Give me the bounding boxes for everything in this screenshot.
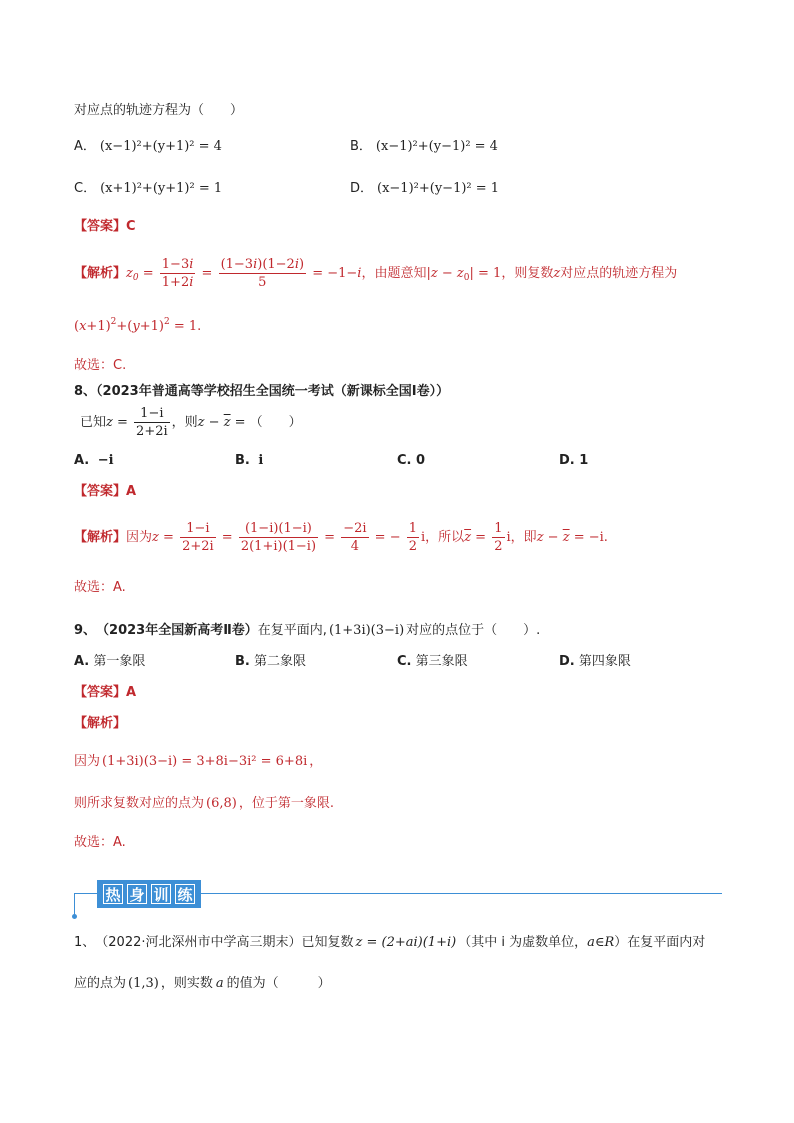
option-expr: (x−1)²+(y+1)² = 4 <box>99 139 222 154</box>
answer-tag: 【答案】 <box>74 685 127 700</box>
option-label: C. <box>397 453 412 468</box>
q7-option-a <box>74 137 222 157</box>
option-label: B. <box>235 654 250 669</box>
option-label: D． <box>350 181 374 196</box>
q9-source: （2023年全国新高考Ⅱ卷） <box>96 623 258 638</box>
modulus-expr: $|z - z_0| = 1$ <box>426 265 502 283</box>
result-expr: $(x+1)^2+(y+1)^2 = 1$ <box>74 317 198 334</box>
line2-mid: ，则实数 <box>160 976 213 991</box>
section-char: 练 <box>175 884 195 904</box>
q8-analysis: 【解析】 因为 z = $\frac{1-i}{2+2i}$ = $\frac{(1-i)(1-i)}{2(1+i)(1-i)}$ = $\frac{-2i}{4}$ = − $\frac{1}{2}$ i ，所以 $\overline{z}$ = $\frac{1}{2}$ i ，即 $z - \overline{z} = -i$ . <box>74 521 608 554</box>
fraction: $\frac{1-3i}{1+2i}$ <box>161 257 194 290</box>
answer-value: C <box>126 219 136 234</box>
option-value: 第二象限 <box>254 654 307 669</box>
q9-final: 故选：A. <box>74 835 126 850</box>
q9-number: 9、 <box>74 623 97 638</box>
stem-expr: z = (2+ai)(1+i) <box>355 935 457 950</box>
section-char: 热 <box>103 884 123 904</box>
point-expr: (6,8) <box>206 796 237 811</box>
option-value: −i <box>97 453 114 468</box>
option-label: D. <box>559 654 575 669</box>
z-symbol: z <box>553 265 561 281</box>
option-label: C． <box>74 181 97 196</box>
point-expr: (1,3) <box>128 976 159 991</box>
option-value: i <box>258 453 264 468</box>
q8-number: 8、 <box>74 384 97 399</box>
analysis-start: 因为 <box>74 754 101 769</box>
option-label: D. <box>559 453 575 468</box>
q9-answer <box>74 683 136 703</box>
option-label: A. <box>74 453 90 468</box>
section-divider-dot <box>72 914 77 919</box>
option-value: 0 <box>416 453 426 468</box>
option-value: 第三象限 <box>415 654 468 669</box>
analysis-mid: ，所以 <box>425 529 465 545</box>
answer-tag: 【答案】 <box>74 484 127 499</box>
q8-stem: 已知 z = $\frac{1-i}{2+2i}$ ，则 $z - \overline{z}$ = （ ） <box>80 406 302 439</box>
section-title-banner <box>97 880 201 908</box>
option-label: A. <box>74 654 90 669</box>
stem-expr: (1+3i)(3−i) <box>328 623 405 638</box>
fraction: $\frac{1-i}{2+2i}$ <box>136 406 168 439</box>
analysis-tail: 对应点的轨迹方程为 <box>560 265 678 281</box>
analysis-start: 因为 <box>126 529 153 545</box>
q8-final: 故选：A. <box>74 580 126 595</box>
q7-final: 故选：C. <box>74 358 127 373</box>
q9-option-a <box>74 652 145 672</box>
q9-stem <box>74 621 540 641</box>
analysis-tag: 【解析】 <box>74 265 127 281</box>
q7-analysis: 【解析】 $z_0$ = $\frac{1-3i}{1+2i}$ = $\frac{(1-3i)(1-2i)}{5}$ = −1−i ，由题意知 $|z - z_0| = 1$ ，则复数 z 对应点的轨迹方程为 <box>74 257 678 290</box>
fraction: $\frac{(1-3i)(1-2i)}{5}$ <box>220 257 305 290</box>
analysis-start: 则所求复数对应的点为 <box>74 796 205 811</box>
fraction: $\frac{1-i}{2+2i}$ <box>182 521 214 554</box>
q8-option-c <box>397 451 425 471</box>
analysis-mid: ，由题意知 <box>361 265 427 281</box>
stem-condition: a∈R <box>587 935 615 950</box>
equals-sign: = <box>138 265 158 281</box>
option-label: B. <box>235 453 250 468</box>
q7-option-c <box>74 179 222 199</box>
q8-header <box>74 382 449 402</box>
q9-option-d <box>559 652 631 672</box>
z0-symbol: $z_0$ <box>126 265 139 283</box>
stem-mid: （其中 i 为虚数单位， <box>458 935 588 950</box>
stem-mid2: ）在复平面内对 <box>614 935 706 950</box>
option-label: A． <box>74 139 96 154</box>
w1-source: （2022·河北深州市中学高三期末） <box>95 935 302 950</box>
option-value: 第一象限 <box>93 654 146 669</box>
answer-value: A <box>126 685 137 700</box>
q9-analysis-tag: 【解析】 <box>74 716 127 731</box>
answer-tag: 【答案】 <box>74 219 127 234</box>
analysis-end: . <box>603 529 608 545</box>
period: . <box>197 319 202 334</box>
analysis-expr: (1+3i)(3−i) = 3+8i−3i² = 6+8i <box>102 754 308 769</box>
fraction: $\frac{-2i}{4}$ <box>343 521 367 554</box>
analysis-mid2: ，即 <box>510 529 537 545</box>
q7-stem-tail: 对应点的轨迹方程为（ ） <box>74 103 244 118</box>
fraction: $\frac{1}{2}$ <box>408 521 417 554</box>
line2-end: 的值为（ ） <box>226 976 331 991</box>
answer-value: A <box>126 484 137 499</box>
analysis-end: ， <box>309 754 323 769</box>
q7-option-d <box>350 179 499 199</box>
variable-a: a <box>215 976 224 991</box>
q9-analysis-line2 <box>74 794 334 814</box>
q9-option-c <box>397 652 468 672</box>
q8-option-a <box>74 451 114 471</box>
q9-analysis-line1 <box>74 752 322 772</box>
option-expr: (x+1)²+(y+1)² = 1 <box>100 181 223 196</box>
q7-option-b <box>350 137 498 157</box>
analysis-tag: 【解析】 <box>74 529 127 545</box>
analysis-end: ，则复数 <box>501 265 554 281</box>
analysis-end: ，位于第一象限. <box>238 796 334 811</box>
section-char: 训 <box>151 884 171 904</box>
stem-mid: ，则 <box>171 414 198 430</box>
q8-source: （2023年普通高等学校招生全国统一考试（新课标全国Ⅰ卷）） <box>96 384 450 399</box>
q8-option-b <box>235 451 263 471</box>
q8-answer <box>74 482 136 502</box>
option-label: C. <box>397 654 412 669</box>
q9-option-b <box>235 652 306 672</box>
stem-start: 在复平面内, <box>257 623 327 638</box>
q7-analysis-line2 <box>74 317 201 337</box>
option-value: 1 <box>579 453 589 468</box>
w1-number: 1、 <box>74 935 96 950</box>
w1-stem-line1 <box>74 933 705 953</box>
option-expr: (x−1)²+(y−1)² = 1 <box>377 181 500 196</box>
stem-start: 已知复数 <box>301 935 354 950</box>
stem-end: 对应的点位于（ ）. <box>406 623 541 638</box>
line2-start: 应的点为 <box>74 976 127 991</box>
stem-end: （ ） <box>249 414 302 430</box>
q8-option-d <box>559 451 588 471</box>
fraction: $\frac{1}{2}$ <box>494 521 503 554</box>
section-char: 身 <box>127 884 147 904</box>
fraction: $\frac{(1-i)(1-i)}{2(1+i)(1-i)}$ <box>240 521 317 554</box>
option-expr: (x−1)²+(y−1)² = 4 <box>375 139 498 154</box>
option-value: 第四象限 <box>578 654 631 669</box>
w1-stem-line2 <box>74 974 331 994</box>
option-label: B． <box>350 139 372 154</box>
q7-answer <box>74 217 136 237</box>
stem-start: 已知 <box>80 414 107 430</box>
